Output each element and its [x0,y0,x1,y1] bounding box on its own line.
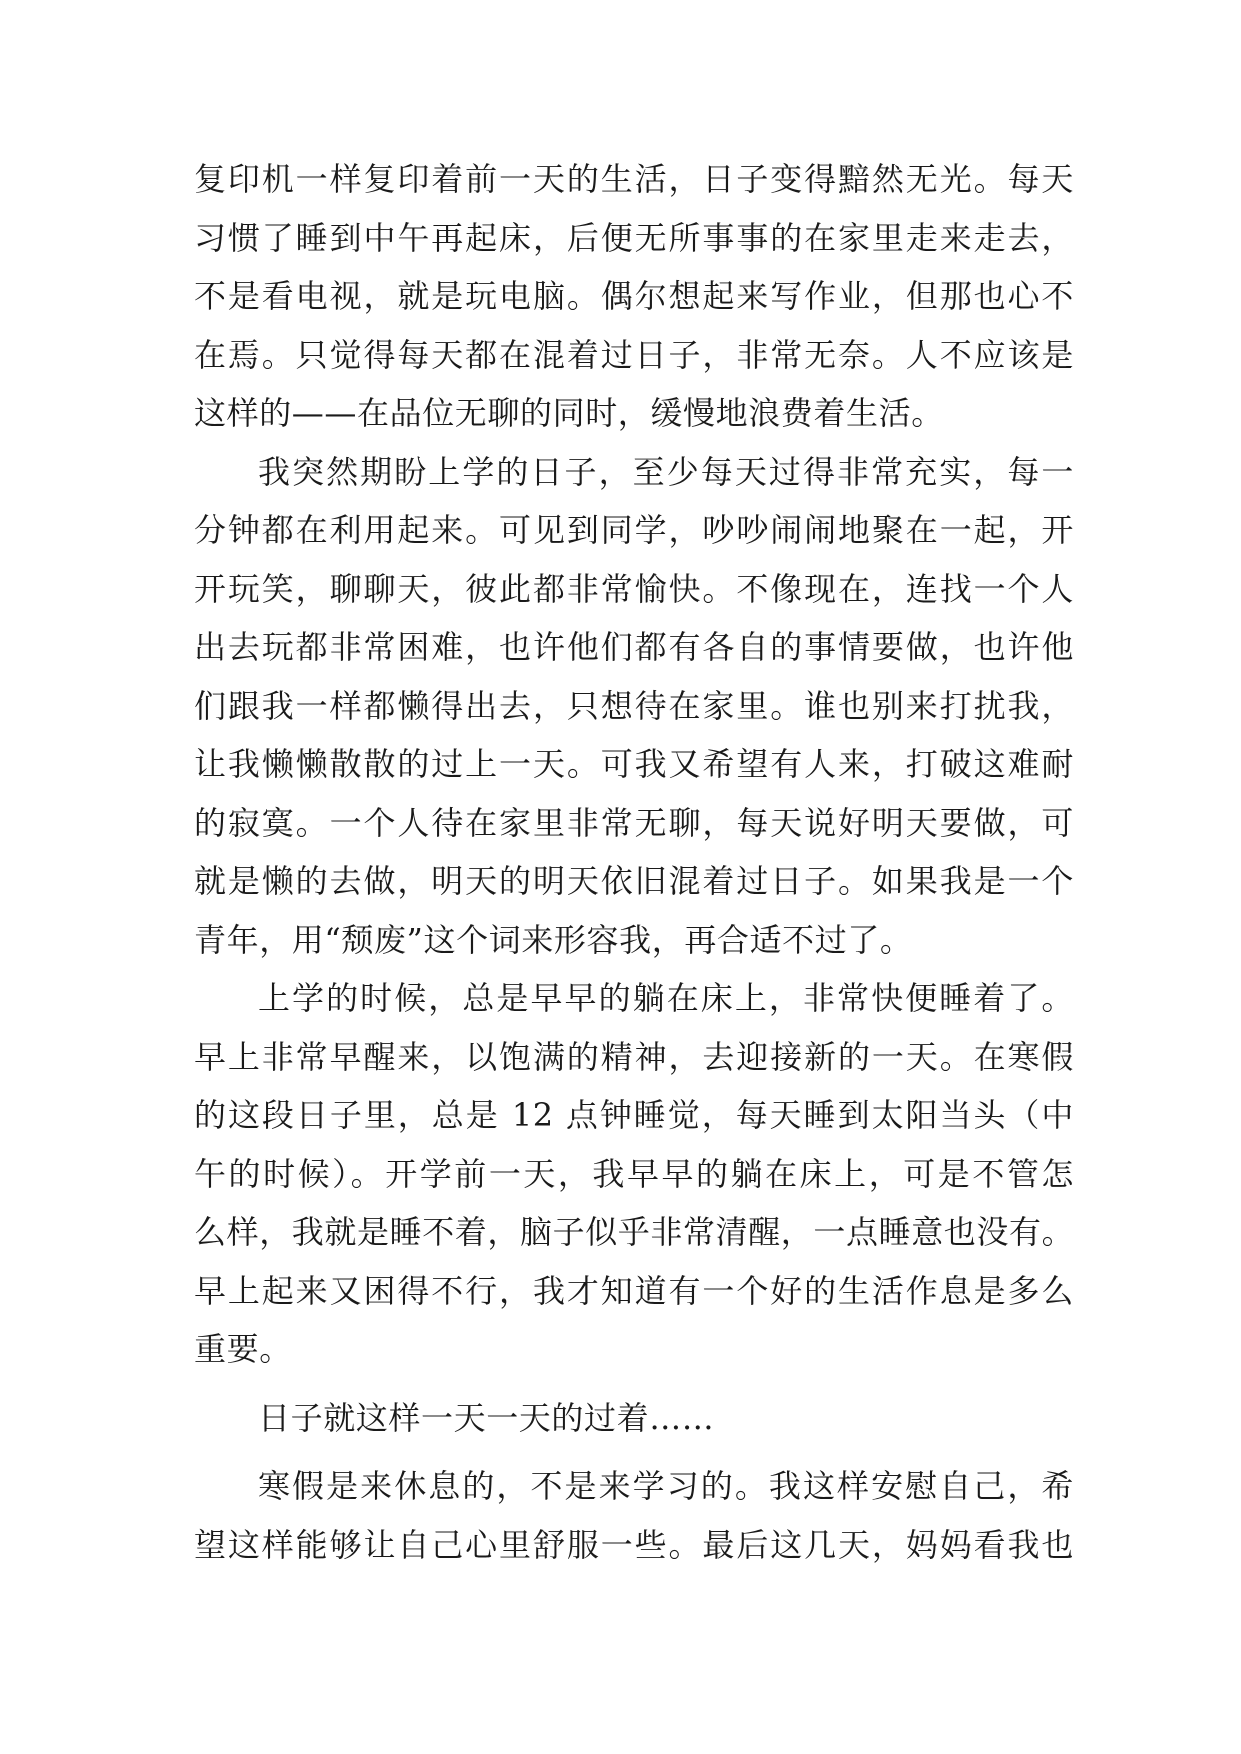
text-line: 让我懒懒散散的过上一天。可我又希望有人来，打破这难耐 [194,745,1074,783]
paragraph-gap [194,1447,1074,1457]
text-line: 么样，我就是睡不着，脑子似乎非常清醒，一点睡意也没有。 [194,1213,1075,1251]
paragraph [194,969,1074,1379]
text-line: 望这样能够让自己心里舒服一些。最后这几天，妈妈看我也 [194,1525,1074,1564]
text-line: 习惯了睡到中午再起床，后便无所事事的在家里走来走去， [194,218,1074,257]
paragraph [194,1457,1074,1574]
paragraph [194,443,1074,970]
text-line: 的这段日子里，总是 12 点钟睡觉，每天睡到太阳当头（中 [194,1096,1074,1134]
text-line: 分钟都在利用起来。可见到同学，吵吵闹闹地聚在一起，开 [194,511,1074,549]
text-line: 我突然期盼上学的日子，至少每天过得非常充实，每一 [258,452,1074,491]
text-line: 上学的时候，总是早早的躺在床上，非常快便睡着了。 [258,979,1074,1017]
text-line: 早上非常早醒来，以饱满的精神，去迎接新的一天。在寒假 [194,1037,1074,1076]
text-line: 开玩笑，聊聊天，彼此都非常愉快。不像现在，连找一个人 [194,569,1074,608]
text-line: 青年，用“颓废”这个词来形容我，再合适不过了。 [194,920,913,959]
text-line: 就是懒的去做，明天的明天依旧混着过日子。如果我是一个 [194,862,1074,900]
paragraph-gap [194,1379,1074,1389]
text-line: 不是看电视，就是玩电脑。偶尔想起来写作业，但那也心不 [194,277,1074,315]
paragraph [194,1389,1074,1448]
text-line: 复印机一样复印着前一天的生活，日子变得黯然无光。每天 [194,160,1074,198]
text-line: 午的时候）。开学前一天，我早早的躺在床上，可是不管怎 [194,1154,1074,1193]
paragraph [194,150,1074,443]
text-line: 这样的——在品位无聊的同时，缓慢地浪费着生活。 [194,394,944,432]
text-line: 的寂寞。一个人待在家里非常无聊，每天说好明天要做，可 [194,803,1074,842]
text-line: 重要。 [194,1330,292,1368]
text-line: 寒假是来休息的，不是来学习的。我这样安慰自己，希 [258,1467,1074,1505]
text-line: 出去玩都非常困难，也许他们都有各自的事情要做，也许他 [194,628,1074,666]
text-line: 在焉。只觉得每天都在混着过日子，非常无奈。人不应该是 [194,335,1074,374]
document-body [194,150,1074,1574]
text-line: 早上起来又困得不行，我才知道有一个好的生活作息是多么 [194,1271,1074,1310]
text-line: 们跟我一样都懒得出去，只想待在家里。谁也别来打扰我， [194,686,1074,725]
text-line: 日子就这样一天一天的过着…… [258,1398,715,1437]
